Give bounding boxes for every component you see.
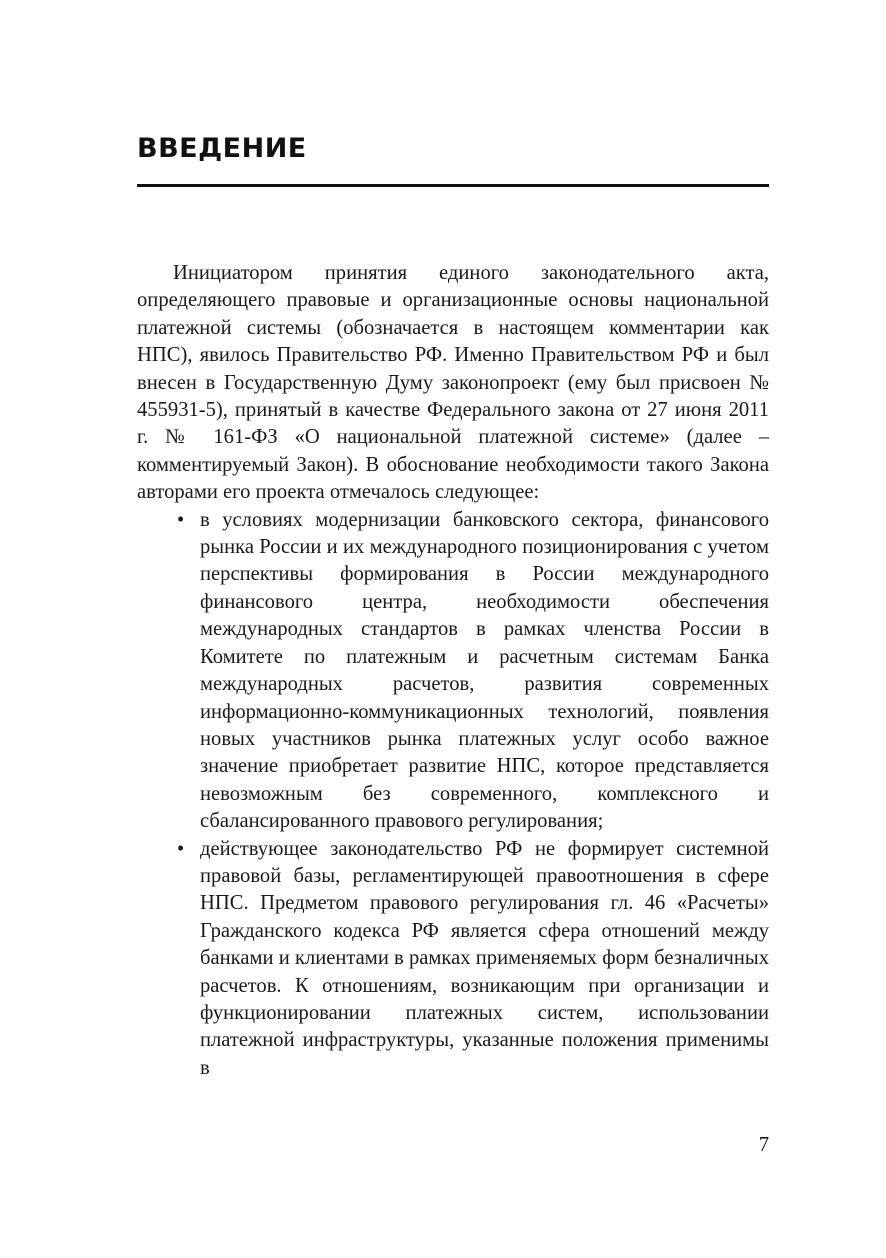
list-item	[137, 836, 769, 1083]
bullet-list	[137, 507, 769, 1083]
list-item-text: действующее законодательство РФ не формирует системной правовой базы, регламентирующей правоотношения в сфере НПС. Предметом правового регулирования гл. 46 «Расчеты» Гражданского кодекса РФ является сфера отношений между банками и клиентами в рамках применяемых форм безналичных расчетов. К отношениям, возникающим при организации и функционировании платежных систем, использовании платежной инфраструктуры, указанные положения применимы в	[200, 837, 769, 1079]
bullet-icon: •	[177, 837, 185, 860]
heading-underline	[137, 184, 769, 187]
page-number: 7	[758, 1134, 769, 1156]
bullet-icon: •	[177, 508, 185, 531]
chapter-heading: ВВЕДЕНИЕ	[137, 133, 307, 164]
intro-paragraph: Инициатором принятия единого законодательного акта, определяющего правовые и организационные основы национальной платежной системы (обозначается в настоящем комментарии как НПС), явилось Правительство РФ. Именно Правительством РФ и был внесен в Государственную Думу законопроект (ему был присвоен № 455931-5), принятый в качестве Федерального закона от 27 июня 2011 г. № 161-ФЗ «О национальной платежной системе» (далее – комментируемый Закон). В обоснование необходимости такого Закона авторами его проекта отмечалось следующее:	[137, 262, 769, 504]
list-item-text: в условиях модернизации банковского сектора, финансового рынка России и их международного позиционирования с учетом перспективы формирования в России международного финансового центра, необходимости обеспечения международных стандартов в рамках членства России в Комитете по платежным и расчетным системам Банка международных расчетов, развития современных информационно-коммуникационных технологий, появления новых участников рынка платежных услуг особо важное значение приобретает развитие НПС, которое представляется невозможным без современного, комплексного и сбалансированного правового регулирования;	[200, 508, 769, 833]
body-text	[137, 260, 769, 1082]
list-item	[137, 507, 769, 836]
